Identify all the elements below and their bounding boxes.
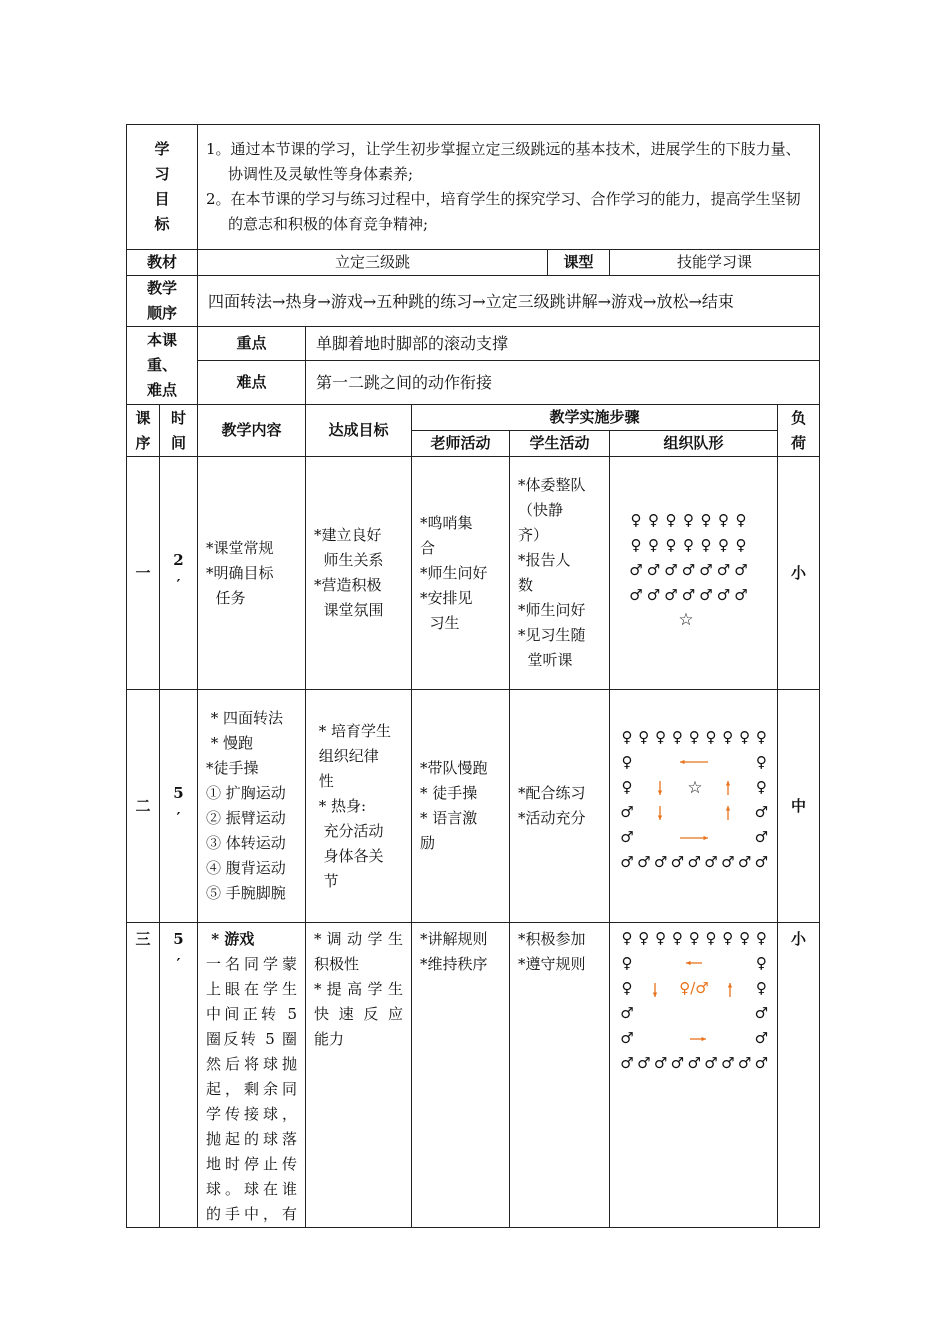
female-student-icon: ♀ — [621, 778, 633, 796]
female-student-icon: ♀ — [630, 536, 642, 554]
table-row — [127, 690, 820, 923]
row-load: 小 — [778, 457, 820, 690]
male-student-icon: ♂ — [620, 853, 634, 871]
female-student-icon: ♀ — [655, 728, 667, 746]
female-student-icon: ♀ — [722, 929, 734, 947]
col-goal: 达成目标 — [306, 405, 412, 457]
female-student-icon: ♀ — [755, 979, 767, 997]
male-student-icon: ♂ — [687, 1054, 701, 1072]
male-student-icon: ♂ — [670, 853, 685, 871]
male-student-icon: ♂ — [716, 561, 731, 579]
male-student-icon: ♂ — [754, 1054, 769, 1072]
male-student-icon: ♂ — [653, 1054, 668, 1072]
objectives-list — [198, 125, 820, 250]
female-student-icon: ♀ — [688, 728, 700, 746]
row-student: *配合练习 *活动充分 — [510, 690, 610, 923]
row-order: 三 — [127, 923, 160, 1228]
objective-item: 1。通过本节课的学习，让学生初步掌握立定三级跳远的基本技术，进展学生的下肢力量、协调性及灵敏性等身体素养; — [206, 140, 801, 183]
female-student-icon: ♀ — [655, 929, 667, 947]
row-time: 5 ′ — [160, 690, 198, 923]
male-student-icon: ♂ — [664, 561, 678, 579]
male-student-icon: ♂ — [721, 853, 735, 871]
female-student-icon: ♀ — [671, 929, 683, 947]
row-student: *体委整队 （快静 齐） *报告人 数 *师生问好 *见习生随 堂听课 — [510, 457, 610, 690]
table-row — [127, 457, 820, 690]
female-student-icon: ♀ — [621, 929, 633, 947]
male-student-icon: ♂ — [637, 1054, 651, 1072]
female-student-icon: ♀ — [665, 511, 677, 529]
male-student-icon: ♂ — [629, 561, 643, 579]
female-student-icon: ♀ — [705, 929, 717, 947]
arrow-head — [658, 815, 662, 820]
female-student-icon: ♀ — [621, 979, 633, 997]
lesson-type-value: 技能学习课 — [610, 250, 820, 276]
male-student-icon: ♂ — [664, 586, 678, 604]
objectives-label: 学 习 目 标 — [127, 125, 198, 250]
male-student-icon: ♂ — [699, 586, 713, 604]
formation-diagram — [610, 923, 778, 1228]
male-student-icon: ♂ — [737, 1054, 752, 1072]
arrow-head — [686, 961, 691, 965]
row-content: * 游戏 一名同学蒙 上眼在学生 中间正转 5 圈反转 5 圈 然后将球抛 起，剩余同 学传接球， 抛起的球落 地时停止传 球。球在谁 的手中，有 — [198, 923, 306, 1228]
female-student-icon: ♀ — [630, 511, 642, 529]
formation-diagram — [610, 690, 778, 923]
row-goal: * 培育学生 组织纪律 性 * 热身: 充分活动 身体各关 节 — [306, 690, 412, 923]
male-student-icon: ♂ — [687, 853, 701, 871]
row-load: 小 — [778, 923, 820, 1228]
arrow-head — [658, 790, 662, 795]
arrow-head — [728, 983, 732, 988]
female-student-icon: ♀ — [700, 536, 712, 554]
male-student-icon: ♂ — [629, 586, 643, 604]
female-student-icon: ♀ — [638, 929, 650, 947]
col-load: 负 荷 — [778, 405, 820, 457]
male-student-icon: ♂ — [737, 853, 752, 871]
female-student-icon: ♀ — [755, 728, 767, 746]
female-student-icon: ♀ — [735, 511, 747, 529]
row-goal: * 调 动 学 生 积极性 * 提 高 学 生 快 速 反 应 能力 — [306, 923, 412, 1228]
female-student-icon: ♀ — [665, 536, 677, 554]
male-student-icon: ♂ — [699, 561, 713, 579]
female-student-icon: ♀ — [705, 728, 717, 746]
female-student-icon: ♀ — [621, 728, 633, 746]
row-time: 2 ′ — [160, 457, 198, 690]
female-student-icon: ♀ — [688, 929, 700, 947]
row-time: 5 ′ — [160, 923, 198, 1228]
female-student-icon: ♀ — [648, 511, 660, 529]
male-student-icon: ♂ — [620, 828, 634, 846]
male-student-icon: ♂ — [646, 586, 661, 604]
female-student-icon: ♀ — [718, 511, 730, 529]
female-student-icon: ♀ — [621, 753, 633, 771]
row-teacher: *带队慢跑 * 徒手操 * 语言激 励 — [412, 690, 510, 923]
lesson-plan-table — [126, 124, 820, 1228]
male-student-icon: ♂ — [670, 1054, 685, 1072]
focus-label: 重点 — [198, 327, 306, 361]
difficulty-label: 难点 — [198, 361, 306, 405]
table-row — [127, 923, 820, 1228]
arrow-head — [726, 781, 730, 786]
arrow-head — [702, 1037, 707, 1041]
arrow-head — [653, 992, 657, 997]
row-order: 一 — [127, 457, 160, 690]
male-student-icon: ♂ — [754, 1004, 769, 1022]
male-student-icon: ♂ — [716, 586, 731, 604]
female-student-icon: ♀ — [700, 511, 712, 529]
male-student-icon: ♂ — [681, 586, 696, 604]
col-content: 教学内容 — [198, 405, 306, 457]
male-student-icon: ♂ — [754, 853, 769, 871]
male-student-icon: ♂ — [704, 853, 718, 871]
male-student-icon: ♂ — [754, 1029, 769, 1047]
material-value: 立定三级跳 — [198, 250, 548, 276]
female-student-icon: ♀ — [683, 536, 695, 554]
male-student-icon: ♂ — [620, 1004, 634, 1022]
female-student-icon: ♀ — [755, 954, 767, 972]
row-load: 中 — [778, 690, 820, 923]
male-student-icon: ♂ — [721, 1054, 735, 1072]
male-student-icon: ♂ — [734, 586, 748, 604]
male-student-icon: ♂ — [754, 803, 769, 821]
male-student-icon: ♂ — [734, 561, 748, 579]
male-student-icon: ♂ — [704, 1054, 718, 1072]
female-student-icon: ♀ — [722, 728, 734, 746]
sequence-label: 教学 顺序 — [127, 276, 198, 327]
female-student-icon: ♀ — [683, 511, 695, 529]
female-student-icon: ♀ — [671, 728, 683, 746]
row-teacher: *鸣哨集 合 *师生问好 *安排见 习生 — [412, 457, 510, 690]
female-student-icon: ♀ — [718, 536, 730, 554]
formation-diagram — [610, 457, 778, 690]
row-student: *积极参加 *遵守规则 — [510, 923, 610, 1228]
row-order: 二 — [127, 690, 160, 923]
col-teacher: 老师活动 — [412, 431, 510, 457]
female-student-icon: ♀ — [755, 753, 767, 771]
arrow-head — [726, 806, 730, 811]
sequence-value: 四面转法→热身→游戏→五种跳的练习→立定三级跳讲解→游戏→放松→结束 — [198, 276, 820, 327]
row-content: *课堂常规 *明确目标 任务 — [198, 457, 306, 690]
female-student-icon: ♀ — [638, 728, 650, 746]
male-student-icon: ♂ — [620, 1029, 634, 1047]
col-time: 时 间 — [160, 405, 198, 457]
difficulty-value: 第一二跳之间的动作衔接 — [306, 361, 820, 405]
col-steps: 教学实施步骤 — [412, 405, 778, 431]
teacher-star-icon: ☆ — [687, 778, 703, 798]
male-student-icon: ♂ — [754, 828, 769, 846]
male-student-icon: ♂ — [681, 561, 696, 579]
female-student-icon: ♀ — [755, 778, 767, 796]
female-student-icon: ♀ — [739, 728, 751, 746]
row-goal: *建立良好 师生关系 *营造积极 课堂氛围 — [306, 457, 412, 690]
center-player-icon: ♀/♂ — [679, 979, 709, 997]
female-student-icon: ♀ — [621, 954, 633, 972]
objective-item: 2。在本节课的学习与练习过程中，培育学生的探究学习、合作学习的能力，提高学生坚韧的意志和积极的体育竞争精神; — [206, 190, 801, 233]
male-student-icon: ♂ — [620, 1054, 634, 1072]
material-label: 教材 — [127, 250, 198, 276]
male-student-icon: ♂ — [637, 853, 651, 871]
row-teacher: *讲解规则 *维持秩序 — [412, 923, 510, 1228]
col-student: 学生活动 — [510, 431, 610, 457]
female-student-icon: ♀ — [739, 929, 751, 947]
focus-value: 单脚着地时脚部的滚动支撑 — [306, 327, 820, 361]
female-student-icon: ♀ — [755, 929, 767, 947]
arrow-head — [704, 836, 709, 840]
male-student-icon: ♂ — [653, 853, 668, 871]
teacher-star-icon: ☆ — [678, 610, 694, 630]
col-formation: 组织队形 — [610, 431, 778, 457]
female-student-icon: ♀ — [648, 536, 660, 554]
arrow-head — [680, 760, 685, 764]
row-content: * 四面转法 * 慢跑 *徒手操 ① 扩胸运动 ② 振臂运动 ③ 体转运动 ④ 腹背运动 ⑤ 手腕脚腕 — [198, 690, 306, 923]
male-student-icon: ♂ — [620, 803, 634, 821]
keypoints-label: 本课 重、 难点 — [127, 327, 198, 405]
female-student-icon: ♀ — [735, 536, 747, 554]
lesson-type-label: 课型 — [548, 250, 610, 276]
male-student-icon: ♂ — [646, 561, 661, 579]
col-order: 课 序 — [127, 405, 160, 457]
